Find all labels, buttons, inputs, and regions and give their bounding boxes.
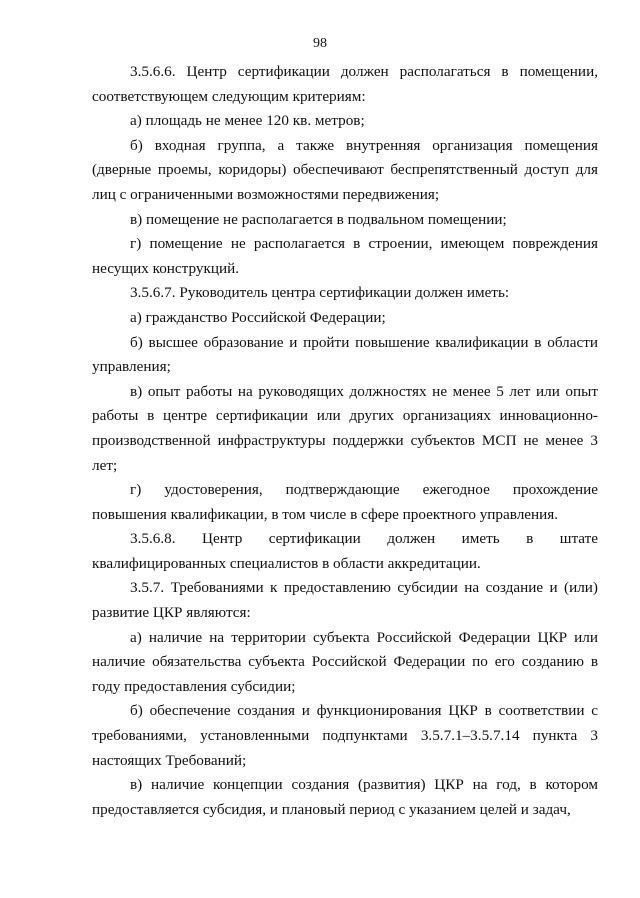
list-item-ckr-requirements: б) обеспечение создания и функционирования ЦКР в соответствии с требованиями, установленными подпунктами 3.5.7.1–3.5.7.14 пункта 3 настоящих Требований; bbox=[92, 702, 598, 769]
list-item-area: а) площадь не менее 120 кв. метров; bbox=[130, 112, 365, 130]
list-item-certificates: г) удостоверения, подтверждающие ежегодное прохождение повышения квалификации, в том числе в сфере проектного управления. bbox=[92, 481, 598, 523]
list-item-entrance-access: б) входная группа, а также внутренняя организация помещения (дверные проемы, коридоры) обеспечивают беспрепятственный доступ для лиц с ограниченными возможностями передвижения; bbox=[92, 136, 598, 203]
list-item-work-experience: в) опыт работы на руководящих должностях не менее 5 лет или опыт работы в центре сертификации или других организациях инновационно-производственной инфраструктуры поддержки субъектов МСП не менее 3 лет; bbox=[92, 382, 598, 474]
list-item-citizenship: а) гражданство Российской Федерации; bbox=[130, 308, 386, 326]
list-item-ckr-concept: в) наличие концепции создания (развития) ЦКР на год, в котором предоставляется субсидия, и плановый период с указанием целей и задач, bbox=[92, 776, 598, 818]
list-item-higher-education: б) высшее образование и пройти повышение квалификации в области управления; bbox=[92, 333, 598, 376]
document-body bbox=[92, 60, 598, 822]
paragraph-3-5-6-7: 3.5.6.7. Руководитель центра сертификации должен иметь: bbox=[130, 284, 510, 302]
list-item-no-structural-damage: г) помещение не располагается в строении, имеющем повреждения несущих конструкций. bbox=[92, 235, 598, 277]
paragraph-3-5-7: 3.5.7. Требованиями к предоставлению субсидии на создание и (или) развитие ЦКР являются: bbox=[92, 579, 598, 622]
page-number: 98 bbox=[313, 36, 327, 51]
paragraph-3-5-6-8: 3.5.6.8. Центр сертификации должен иметь в штате квалифицированных специалистов в области аккредитации. bbox=[92, 530, 598, 572]
paragraph-3-5-6-6: 3.5.6.6. Центр сертификации должен располагаться в помещении, соответствующем следующим критериям: bbox=[92, 63, 598, 105]
list-item-ckr-presence: а) наличие на территории субъекта Российской Федерации ЦКР или наличие обязательства субъекта Российской Федерации по его созданию в году предоставления субсидии; bbox=[92, 628, 598, 695]
list-item-not-basement: в) помещение не располагается в подвальном помещении; bbox=[130, 210, 507, 228]
